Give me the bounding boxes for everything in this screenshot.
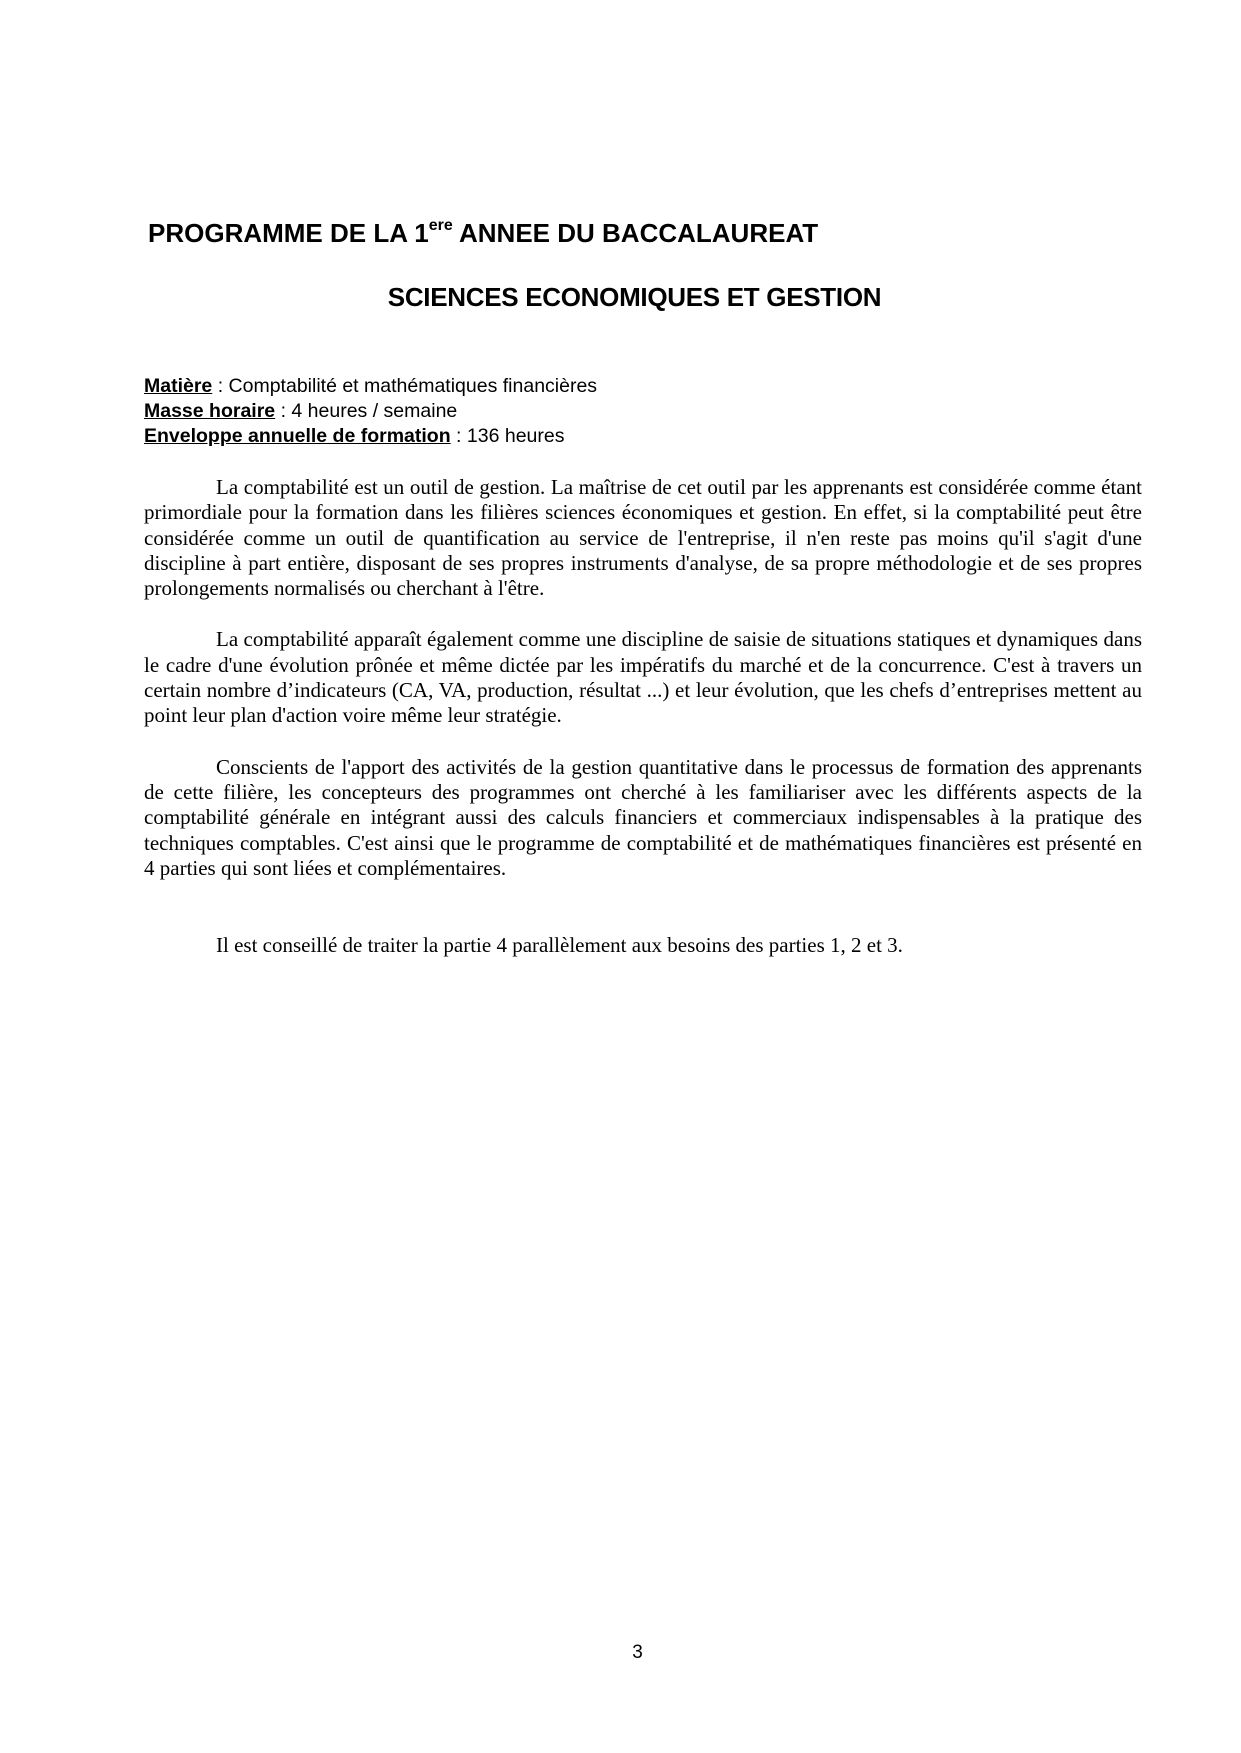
- course-info: [144, 374, 597, 449]
- matiere-value: : Comptabilité et mathématiques financières: [212, 375, 598, 397]
- paragraph-3: Conscients de l'apport des activités de la gestion quantitative dans le processus de formation des apprenants de cette filière, les concepteurs des programmes ont cherché à les familiariser avec les différents aspects de la comptabilité générale en intégrant aussi des calculs financiers et commerciaux indispensables à la pratique des techniques comptables. C'est ainsi que le programme de comptabilité et de mathématiques financières est présenté en 4 parties qui sont liées et complémentaires.: [144, 754, 1142, 880]
- enveloppe-value: : 136 heures: [450, 425, 565, 447]
- paragraph-4: Il est conseillé de traiter la partie 4 parallèlement aux besoins des parties 1, 2 et 3.: [216, 933, 903, 958]
- masse-horaire-line: [144, 399, 597, 424]
- enveloppe-line: [144, 424, 597, 449]
- matiere-line: [144, 374, 597, 399]
- paragraph-1: La comptabilité est un outil de gestion. La maîtrise de cet outil par les apprenants est considérée comme étant primordiale pour la formation dans les filières sciences économiques et gestion. En effet, si la comptabilité peut être considérée comme un outil de quantification au service de l'entreprise, il n'en reste pas moins qu'il s'agit d'une discipline à part entière, disposant de ses propres instruments d'analyse, de sa propre méthodologie et de ses propres prolongements normalisés ou cherchant à l'être.: [144, 475, 1142, 601]
- enveloppe-label: Enveloppe annuelle de formation: [144, 425, 451, 447]
- title-part-2: ANNEE DU BACCALAUREAT: [452, 218, 819, 248]
- masse-horaire-label: Masse horaire: [144, 400, 276, 422]
- title-superscript: ere: [428, 217, 453, 234]
- matiere-label: Matière: [144, 375, 213, 397]
- page-number: 3: [632, 1642, 643, 1663]
- page-title: [148, 218, 818, 249]
- masse-horaire-value: : 4 heures / semaine: [275, 400, 458, 422]
- paragraph-2: La comptabilité apparaît également comme une discipline de saisie de situations statiques et dynamiques dans le cadre d'une évolution prônée et même dictée par les impératifs du marché et de la concurrence. C'est à travers un certain nombre d’indicateurs (CA, VA, production, résultat ...) et leur évolution, que les chefs d’entreprises mettent au point leur plan d'action voire même leur stratégie.: [144, 627, 1142, 728]
- body-text: [144, 475, 1142, 958]
- page-subtitle: SCIENCES ECONOMIQUES ET GESTION: [387, 282, 882, 312]
- title-part-1: PROGRAMME DE LA 1: [148, 218, 429, 248]
